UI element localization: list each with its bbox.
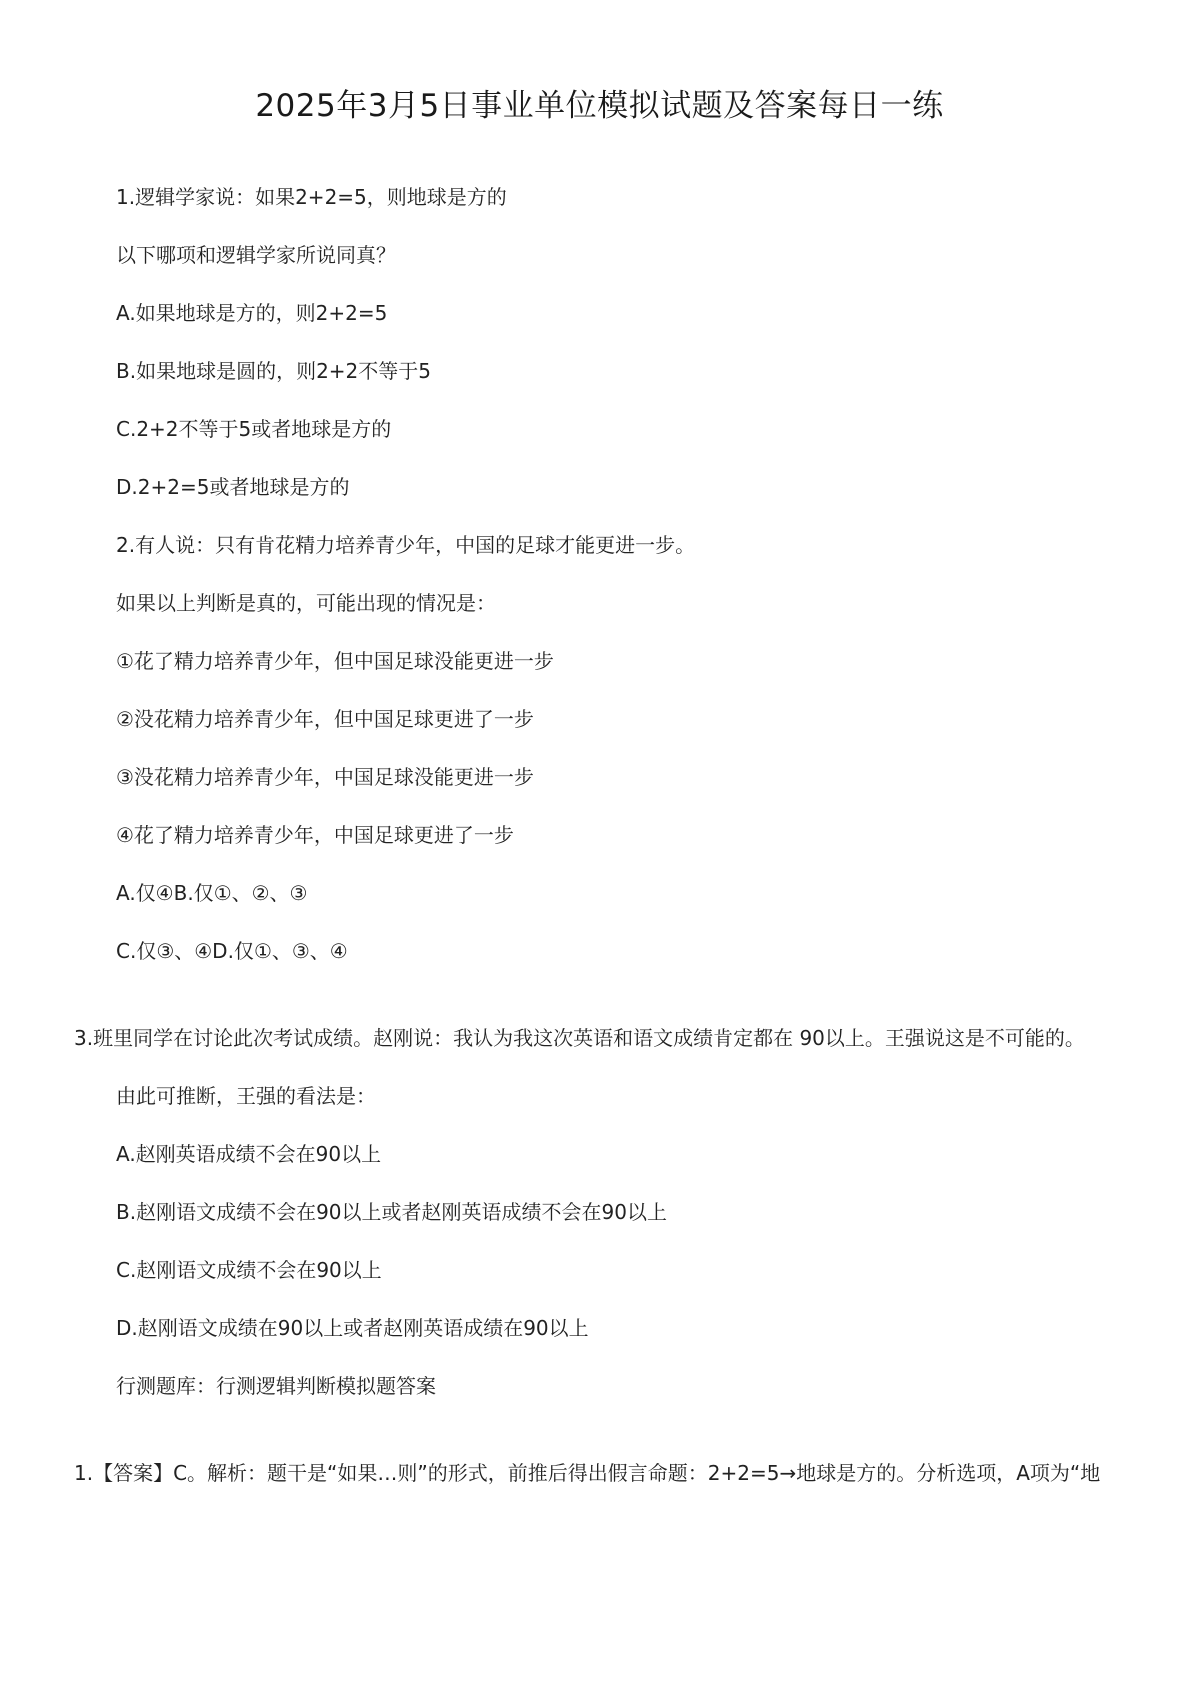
question-2-case-2: ②没花精力培养青少年，但中国足球更进了一步: [116, 707, 534, 731]
question-1-option-a: A.如果地球是方的，则2+2=5: [116, 301, 388, 325]
question-2-case-3: ③没花精力培养青少年，中国足球没能更进一步: [116, 765, 534, 789]
question-1-prompt: 以下哪项和逻辑学家所说同真？: [116, 243, 396, 267]
question-1-option-c: C.2+2不等于5或者地球是方的: [116, 417, 392, 441]
question-3-option-c: C.赵刚语文成绩不会在90以上: [116, 1258, 382, 1282]
question-1-stem: 1.逻辑学家说：如果2+2=5，则地球是方的: [116, 185, 507, 209]
question-2-case-4: ④花了精力培养青少年，中国足球更进了一步: [116, 823, 514, 847]
question-2-stem: 2.有人说：只有肯花精力培养青少年，中国的足球才能更进一步。: [116, 533, 696, 557]
question-3-option-b: B.赵刚语文成绩不会在90以上或者赵刚英语成绩不会在90以上: [116, 1200, 667, 1224]
question-3-prompt: 由此可推断，王强的看法是：: [116, 1084, 376, 1108]
question-1-option-d: D.2+2=5或者地球是方的: [116, 475, 350, 499]
question-2-prompt: 如果以上判断是真的，可能出现的情况是：: [116, 591, 496, 615]
question-2-options-ab: A.仅④B.仅①、②、③: [116, 881, 308, 905]
question-3-option-d: D.赵刚语文成绩在90以上或者赵刚英语成绩在90以上: [116, 1316, 589, 1340]
question-3-stem: 3.班里同学在讨论此次考试成绩。赵刚说：我认为我这次英语和语文成绩肯定都在 90以上。王强说这是不可能的。: [74, 1026, 1085, 1050]
document-title: 2025年3月5日事业单位模拟试题及答案每日一练: [255, 88, 944, 124]
question-1-option-b: B.如果地球是圆的，则2+2不等于5: [116, 359, 432, 383]
question-2-options-cd: C.仅③、④D.仅①、③、④: [116, 939, 348, 963]
answer-1-explanation: 1.【答案】C。解析：题干是“如果…则”的形式，前推后得出假言命题：2+2=5→地球是方的。分析选项，A项为“地: [74, 1461, 1101, 1485]
answer-section-heading: 行测题库：行测逻辑判断模拟题答案: [116, 1374, 436, 1398]
question-3-option-a: A.赵刚英语成绩不会在90以上: [116, 1142, 382, 1166]
question-2-case-1: ①花了精力培养青少年，但中国足球没能更进一步: [116, 649, 554, 673]
